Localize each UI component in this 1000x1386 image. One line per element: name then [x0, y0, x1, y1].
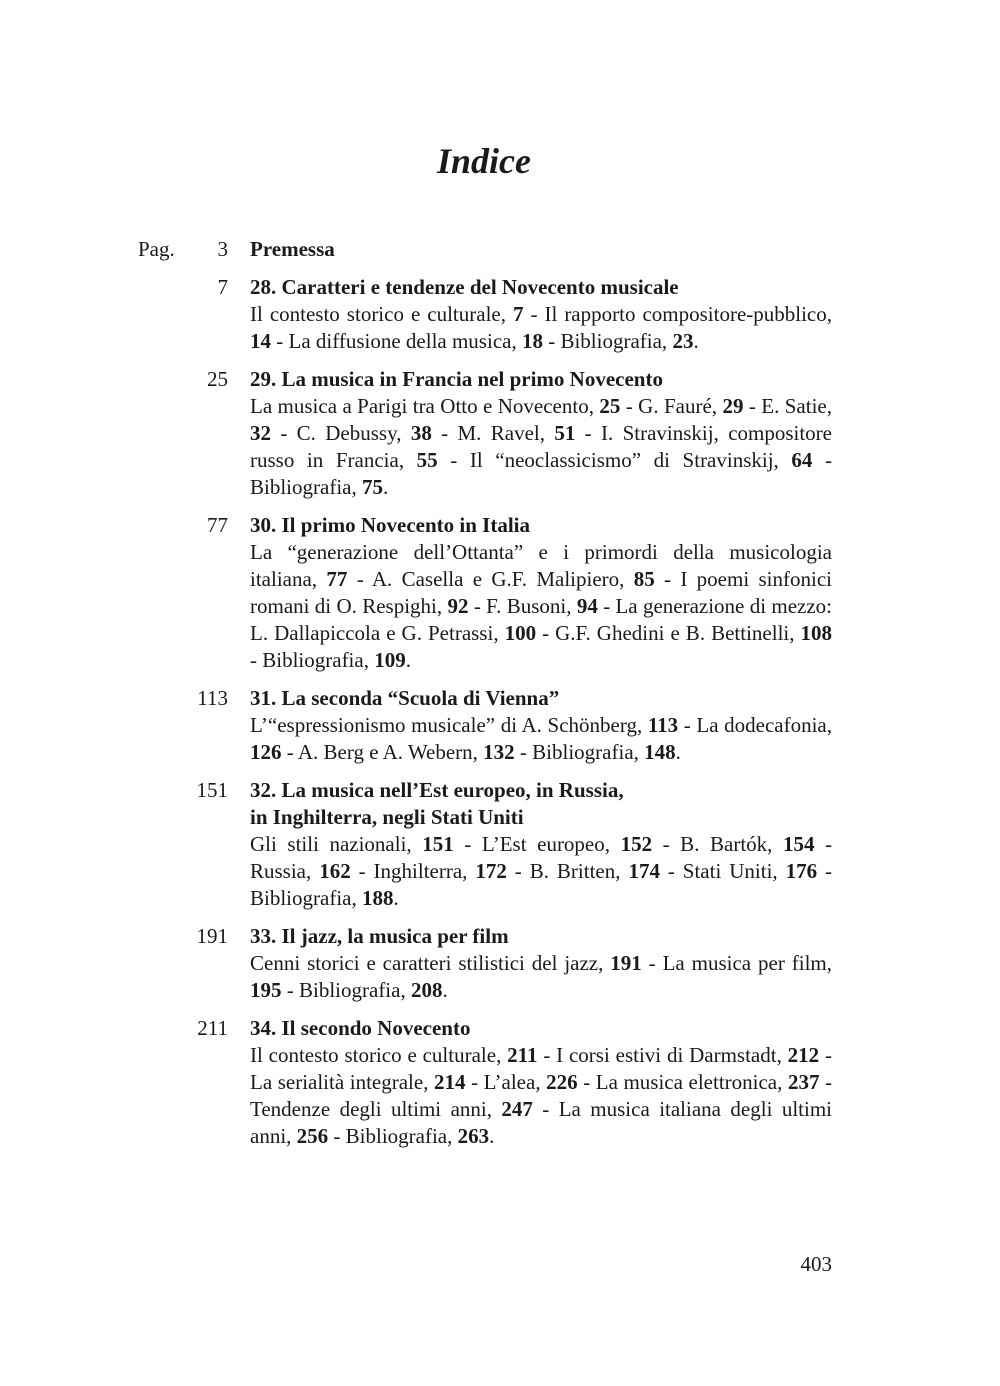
section-list: [250, 831, 832, 912]
section-page-ref: 77: [326, 567, 348, 591]
toc-entry: [138, 236, 832, 263]
section-page-ref: 172: [475, 859, 507, 883]
entry-text: [250, 512, 832, 674]
section-text: - La musica italiana degli ultimi anni,: [250, 1097, 832, 1148]
section-page-ref: 85: [633, 567, 655, 591]
section-page-ref: 154: [782, 832, 815, 856]
section-page-ref: 247: [501, 1097, 533, 1121]
section-list: [250, 393, 832, 501]
section-text: Il contesto storico e culturale,: [250, 302, 513, 326]
section-list: [250, 301, 832, 355]
toc-entry: [138, 512, 832, 674]
section-text: - Bibliografia,: [542, 329, 673, 353]
section-text: - Bibliografia,: [250, 448, 832, 499]
section-page-ref: 174: [628, 859, 660, 883]
entry-text: [250, 1015, 832, 1150]
section-page-ref: 188: [361, 886, 394, 910]
section-page-ref: 18: [521, 329, 543, 353]
section-page-ref: 263: [457, 1124, 490, 1148]
section-text: - Bibliografia,: [281, 978, 411, 1002]
toc-entries: [138, 236, 832, 1150]
section-text: - Stati Uniti,: [659, 859, 786, 883]
section-page-ref: 162: [319, 859, 351, 883]
section-text: - Bibliografia,: [250, 648, 375, 672]
section-text: - Inghilterra,: [350, 859, 476, 883]
section-text: - E. Satie,: [743, 394, 832, 418]
entry-page-number: 77: [207, 513, 228, 537]
section-text: - Il “neoclassicismo” di Stravinskij,: [437, 448, 792, 472]
pag-label: Pag.: [138, 237, 175, 261]
entry-text: [250, 274, 832, 355]
section-page-ref: 151: [422, 832, 454, 856]
toc-entry: [138, 274, 832, 355]
section-page-ref: 212: [787, 1043, 820, 1067]
toc-entry: [138, 923, 832, 1004]
section-page-ref: 7: [513, 302, 524, 326]
chapter-title: 31. La seconda “Scuola di Vienna”: [250, 686, 560, 710]
toc-entry: [138, 777, 832, 912]
section-text: - La musica elettronica,: [577, 1070, 788, 1094]
section-list: [250, 539, 832, 674]
section-page-ref: 38: [410, 421, 432, 445]
section-page-ref: 75: [361, 475, 383, 499]
section-page-ref: 51: [554, 421, 576, 445]
section-text: - Bibliografia,: [328, 1124, 458, 1148]
section-text: - C. Debussy,: [271, 421, 411, 445]
section-text: - I corsi estivi di Darmstadt,: [537, 1043, 788, 1067]
section-page-ref: 23: [672, 329, 694, 353]
entry-page-number: 25: [207, 367, 228, 391]
section-text: Il contesto storico e culturale,: [250, 1043, 508, 1067]
section-text: La musica a Parigi tra Otto e Novecento,: [250, 394, 600, 418]
section-text: - M. Ravel,: [431, 421, 555, 445]
entry-text: [250, 685, 832, 766]
section-text: - B. Bartók,: [652, 832, 783, 856]
section-page-ref: 14: [250, 329, 271, 353]
section-text: - Il rapporto compositore-pubblico,: [523, 302, 832, 326]
section-page-ref: 132: [483, 740, 515, 764]
section-text: - Bibliografia,: [514, 740, 645, 764]
section-page-ref: 109: [374, 648, 406, 672]
section-text: .: [675, 740, 681, 764]
chapter-title: 34. Il secondo Novecento: [250, 1016, 471, 1040]
section-page-ref: 176: [785, 859, 818, 883]
section-text: - L’alea,: [465, 1070, 547, 1094]
section-page-ref: 256: [296, 1124, 329, 1148]
table-of-contents: [138, 236, 832, 1161]
section-page-ref: 208: [410, 978, 443, 1002]
section-page-ref: 55: [416, 448, 438, 472]
section-text: - La serialità integrale,: [250, 1043, 832, 1094]
section-page-ref: 113: [647, 713, 679, 737]
section-text: - Tendenze degli ultimi anni,: [250, 1070, 832, 1121]
section-text: - A. Berg e A. Webern,: [281, 740, 484, 764]
section-text: .: [405, 648, 411, 672]
section-page-ref: 191: [610, 951, 642, 975]
entry-page-number: 3: [217, 237, 228, 261]
section-page-ref: 25: [599, 394, 621, 418]
entry-page-number: 191: [196, 924, 228, 948]
toc-entry: [138, 366, 832, 501]
section-page-ref: 211: [507, 1043, 538, 1067]
section-page-ref: 126: [250, 740, 282, 764]
section-page-ref: 226: [546, 1070, 578, 1094]
section-text: Gli stili nazionali,: [250, 832, 423, 856]
entry-text: [250, 366, 832, 501]
section-text: - I poemi sinfonici romani di O. Respighi,: [250, 567, 832, 618]
section-text: - La dodecafonia,: [678, 713, 832, 737]
section-page-ref: 195: [250, 978, 282, 1002]
section-text: - A. Casella e G.F. Malipiero,: [347, 567, 634, 591]
entry-page-number: 113: [197, 686, 228, 710]
section-text: L’“espressionismo musicale” di A. Schönberg,: [250, 713, 648, 737]
chapter-title: 28. Caratteri e tendenze del Novecento musicale: [250, 275, 679, 299]
page-folio: 403: [800, 1252, 832, 1276]
section-text: - Bibliografia,: [250, 859, 833, 910]
section-text: - B. Britten,: [506, 859, 629, 883]
page-title: Indice: [437, 141, 531, 181]
section-page-ref: 214: [434, 1070, 466, 1094]
section-page-ref: 237: [787, 1070, 820, 1094]
section-text: - La diffusione della musica,: [271, 329, 522, 353]
chapter-title: Premessa: [250, 237, 335, 261]
entry-text: [250, 923, 832, 1004]
section-page-ref: 100: [504, 621, 537, 645]
chapter-title: 33. Il jazz, la musica per film: [250, 924, 509, 948]
section-text: - I. Stravinskij, compositore russo in Francia,: [250, 421, 832, 472]
section-text: - G. Fauré,: [620, 394, 723, 418]
toc-entry: [138, 1015, 832, 1150]
section-text: - La generazione di mezzo: L. Dallapiccola e G. Petrassi,: [250, 594, 832, 645]
section-text: .: [393, 886, 399, 910]
section-page-ref: 148: [644, 740, 676, 764]
section-page-ref: 108: [800, 621, 833, 645]
section-page-ref: 94: [576, 594, 598, 618]
entry-text: [250, 236, 832, 263]
chapter-title: 29. La musica in Francia nel primo Novecento: [250, 367, 663, 391]
section-text: - G.F. Ghedini e B. Bettinelli,: [536, 621, 801, 645]
chapter-title: 32. La musica nell’Est europeo, in Russia, in Inghilterra, negli Stati Uniti: [250, 778, 624, 829]
section-text: - La musica per film,: [641, 951, 832, 975]
toc-entry: [138, 685, 832, 766]
section-page-ref: 64: [791, 448, 813, 472]
section-list: [250, 1042, 832, 1150]
section-text: .: [489, 1124, 495, 1148]
section-page-ref: 152: [620, 832, 653, 856]
section-text: .: [442, 978, 448, 1002]
section-text: - L’Est europeo,: [453, 832, 621, 856]
entry-page-number: 211: [197, 1016, 228, 1040]
section-text: La “generazione dell’Ottanta” e i primordi della musicologia italiana,: [250, 540, 832, 591]
section-text: .: [693, 329, 699, 353]
chapter-title: 30. Il primo Novecento in Italia: [250, 513, 530, 537]
section-page-ref: 92: [447, 594, 469, 618]
section-text: - F. Busoni,: [468, 594, 577, 618]
entry-text: [250, 777, 832, 912]
entry-page-number: 151: [196, 778, 228, 802]
section-list: [250, 950, 832, 1004]
section-text: Cenni storici e caratteri stilistici del jazz,: [250, 951, 611, 975]
entry-page-number: 7: [217, 275, 228, 299]
section-page-ref: 29: [722, 394, 744, 418]
section-text: .: [382, 475, 389, 499]
section-page-ref: 32: [250, 421, 271, 445]
section-list: [250, 712, 832, 766]
section-text: - Russia,: [250, 832, 833, 883]
